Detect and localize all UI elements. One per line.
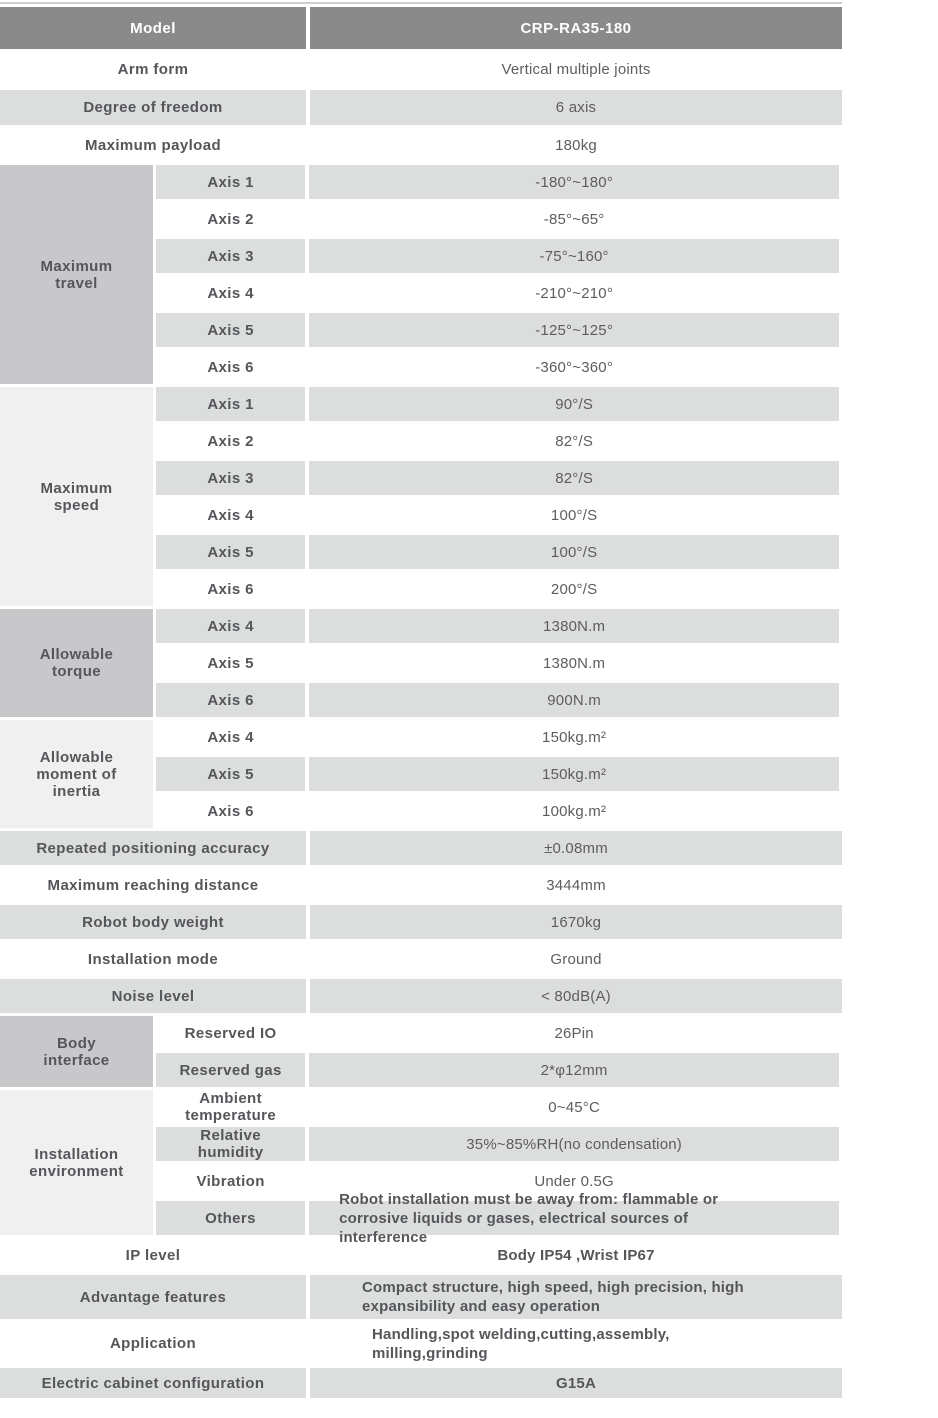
axis-label: Axis 3	[156, 239, 305, 273]
maximum-reaching-distance-label: Maximum reaching distance	[47, 876, 259, 894]
axis-label: Axis 6	[207, 358, 254, 376]
row-others	[153, 1190, 839, 1246]
robot-body-weight-value: 1670kg	[310, 905, 842, 939]
section-allowable-torque	[0, 609, 842, 717]
row-travel-axis-5	[153, 313, 839, 347]
axis-value: 1380N.m	[309, 609, 839, 643]
axis-label: Axis 3	[156, 461, 305, 495]
axis-value: 100°/S	[309, 535, 839, 569]
axis-label: Axis 4	[207, 728, 254, 746]
row-torque-axis-5	[153, 646, 839, 680]
row-travel-axis-3	[153, 239, 839, 273]
section-allowable-inertia	[0, 720, 842, 828]
reserved-io-label: Reserved IO	[184, 1024, 277, 1042]
relative-humidity-label: Relative humidity	[156, 1127, 305, 1161]
others-label: Others	[156, 1201, 305, 1235]
advantage-features-label: Advantage features	[0, 1275, 306, 1319]
axis-value: 90°/S	[309, 387, 839, 421]
allowable-torque-group-label: Allowable torque	[0, 609, 153, 717]
axis-value: -85°~65°	[543, 210, 605, 228]
reserved-gas-label: Reserved gas	[156, 1053, 305, 1087]
section-maximum-travel	[0, 165, 842, 384]
axis-value: -360°~360°	[535, 358, 614, 376]
noise-level-label: Noise level	[0, 979, 306, 1013]
others-value: Robot installation must be away from: flammable or corrosive liquids or gases, electrical sources of interference	[309, 1201, 839, 1235]
row-inertia-axis-6	[153, 794, 839, 828]
row-advantage-features	[0, 1275, 842, 1319]
row-ambient-temperature	[153, 1090, 839, 1124]
row-travel-axis-4	[153, 276, 839, 310]
row-ip-level	[0, 1238, 842, 1272]
row-maximum-reaching-distance	[0, 868, 842, 902]
maximum-reaching-distance-value: 3444mm	[546, 876, 606, 894]
advantage-features-value: Compact structure, high speed, high precision, high expansibility and easy operation	[310, 1275, 842, 1319]
axis-label: Axis 4	[156, 609, 305, 643]
noise-level-value: < 80dB(A)	[310, 979, 842, 1013]
axis-value: 82°/S	[555, 432, 594, 450]
axis-label: Axis 5	[156, 313, 305, 347]
row-speed-axis-6	[153, 572, 839, 606]
axis-value: 100°/S	[550, 506, 598, 524]
axis-value: 82°/S	[309, 461, 839, 495]
axis-value: -180°~180°	[309, 165, 839, 199]
axis-value: 900N.m	[309, 683, 839, 717]
row-electric-cabinet-configuration	[0, 1368, 842, 1398]
row-noise-level	[0, 979, 842, 1013]
axis-value: -75°~160°	[309, 239, 839, 273]
row-travel-axis-6	[153, 350, 839, 384]
axis-label: Axis 4	[207, 284, 254, 302]
maximum-speed-group-label: Maximum speed	[0, 387, 153, 606]
degree-of-freedom-value: 6 axis	[310, 90, 842, 125]
row-reserved-gas	[153, 1053, 839, 1087]
application-label: Application	[109, 1335, 197, 1352]
row-travel-axis-2	[153, 202, 839, 236]
axis-label: Axis 5	[207, 654, 254, 672]
section-installation-environment	[0, 1090, 842, 1246]
row-inertia-axis-5	[153, 757, 839, 791]
row-maximum-payload	[0, 128, 842, 162]
axis-label: Axis 5	[156, 535, 305, 569]
ip-level-label: IP level	[125, 1246, 181, 1264]
row-application	[0, 1322, 842, 1365]
axis-label: Axis 5	[156, 757, 305, 791]
axis-label: Axis 2	[207, 210, 254, 228]
application-value: Handling,spot welding,cutting,assembly, milling,grinding	[372, 1325, 670, 1362]
maximum-travel-group-label: Maximum travel	[0, 165, 153, 384]
model-header-label: Model	[0, 7, 306, 49]
allowable-inertia-group-label: Allowable moment of inertia	[0, 720, 153, 828]
reserved-gas-value: 2*φ12mm	[309, 1053, 839, 1087]
repeated-positioning-accuracy-label: Repeated positioning accuracy	[0, 831, 306, 865]
section-body-interface	[0, 1016, 842, 1087]
row-degree-of-freedom	[0, 90, 842, 125]
table-top-border	[0, 2, 842, 4]
row-speed-axis-4	[153, 498, 839, 532]
relative-humidity-value: 35%~85%RH(no condensation)	[309, 1127, 839, 1161]
row-repeated-positioning-accuracy	[0, 831, 842, 865]
axis-label: Axis 6	[156, 683, 305, 717]
maximum-payload-value: 180kg	[555, 136, 597, 154]
electric-cabinet-configuration-label: Electric cabinet configuration	[0, 1368, 306, 1398]
arm-form-label: Arm form	[117, 61, 189, 78]
axis-value: 200°/S	[550, 580, 598, 598]
row-reserved-io	[153, 1016, 839, 1050]
row-speed-axis-5	[153, 535, 839, 569]
arm-form-value: Vertical multiple joints	[501, 61, 651, 78]
axis-value: 150kg.m²	[542, 728, 607, 746]
row-speed-axis-2	[153, 424, 839, 458]
maximum-payload-label: Maximum payload	[84, 136, 222, 154]
axis-label: Axis 4	[207, 506, 254, 524]
row-arm-form	[0, 52, 842, 87]
vibration-label: Vibration	[196, 1172, 265, 1190]
row-relative-humidity	[153, 1127, 839, 1161]
axis-label: Axis 6	[207, 580, 254, 598]
row-speed-axis-1	[153, 387, 839, 421]
ambient-temperature-value: 0~45°C	[548, 1098, 601, 1116]
degree-of-freedom-label: Degree of freedom	[0, 90, 306, 125]
row-inertia-axis-4	[153, 720, 839, 754]
repeated-positioning-accuracy-value: ±0.08mm	[310, 831, 842, 865]
row-travel-axis-1	[153, 165, 839, 199]
robot-body-weight-label: Robot body weight	[0, 905, 306, 939]
row-robot-body-weight	[0, 905, 842, 939]
axis-label: Axis 6	[207, 802, 254, 820]
model-header-value: CRP-RA35-180	[310, 7, 842, 49]
row-model-header	[0, 7, 842, 49]
reserved-io-value: 26Pin	[554, 1024, 594, 1042]
row-installation-mode	[0, 942, 842, 976]
axis-value: 1380N.m	[542, 654, 606, 672]
axis-label: Axis 2	[207, 432, 254, 450]
row-torque-axis-4	[153, 609, 839, 643]
ip-level-value: Body IP54 ,Wrist IP67	[497, 1246, 655, 1264]
installation-mode-value: Ground	[550, 950, 602, 968]
vibration-value: Under 0.5G	[534, 1172, 614, 1190]
section-maximum-speed	[0, 387, 842, 606]
ambient-temperature-label: Ambient temperature	[185, 1090, 277, 1124]
body-interface-group-label: Body interface	[0, 1016, 153, 1087]
axis-value: 100kg.m²	[542, 802, 607, 820]
axis-label: Axis 1	[156, 387, 305, 421]
axis-value: -210°~210°	[535, 284, 614, 302]
axis-value: 150kg.m²	[309, 757, 839, 791]
row-torque-axis-6	[153, 683, 839, 717]
axis-value: -125°~125°	[309, 313, 839, 347]
axis-label: Axis 1	[156, 165, 305, 199]
electric-cabinet-configuration-value: G15A	[310, 1368, 842, 1398]
installation-environment-group-label: Installation environment	[0, 1090, 153, 1235]
row-speed-axis-3	[153, 461, 839, 495]
installation-mode-label: Installation mode	[87, 950, 219, 968]
